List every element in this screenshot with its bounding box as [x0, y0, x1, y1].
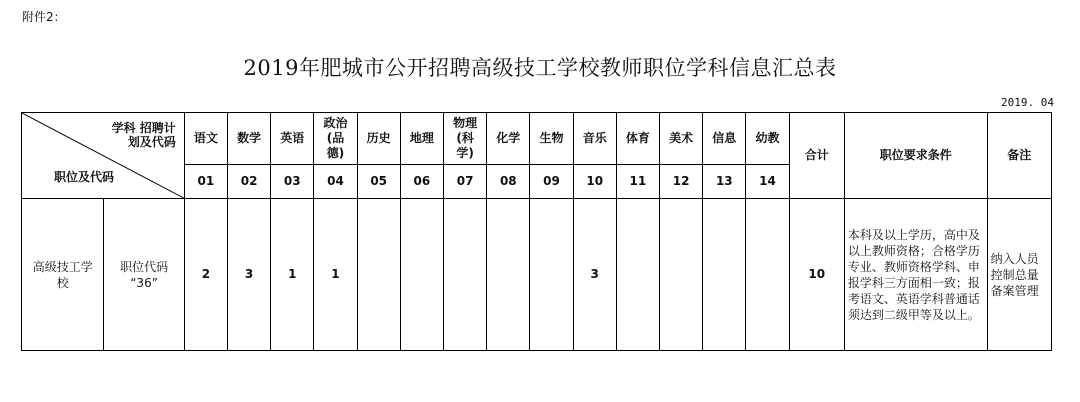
subject-code: 08 — [487, 165, 530, 199]
recruitment-table — [21, 112, 1052, 351]
subject-code: 03 — [271, 165, 314, 199]
count-cell: 2 — [184, 199, 227, 351]
table-row — [22, 199, 1052, 351]
count-cell — [487, 199, 530, 351]
count-cell — [530, 199, 573, 351]
subject-code: 13 — [703, 165, 746, 199]
subject-header-11: 体育 — [616, 113, 659, 165]
remarks-cell: 纳入人员控制总量备案管理 — [987, 199, 1051, 351]
subject-code: 14 — [746, 165, 789, 199]
subject-header-04: 政治 (品 德) — [314, 113, 357, 165]
count-cell — [357, 199, 400, 351]
position-name: 高级技工学 校 — [22, 199, 104, 351]
requirements-header: 职位要求条件 — [844, 113, 987, 199]
count-cell: 3 — [573, 199, 616, 351]
count-cell — [616, 199, 659, 351]
subject-header-13: 信息 — [703, 113, 746, 165]
attachment-label: 附件2： — [22, 10, 66, 24]
count-cell — [400, 199, 443, 351]
subject-header-06: 地理 — [400, 113, 443, 165]
count-cell: 1 — [271, 199, 314, 351]
corner-header-cell — [22, 113, 185, 199]
corner-top-label: 学科 招聘计 划及代码 — [111, 121, 176, 149]
count-cell — [746, 199, 789, 351]
requirements-cell: 本科及以上学历，高中及以上教师资格；合格学历专业、教师资格学科、申报学科三方面相一致；报考语文、英语学科普通话须达到二级甲等及以上。 — [844, 199, 987, 351]
date-label: 2019. 04 — [1001, 96, 1054, 109]
subject-header-08: 化学 — [487, 113, 530, 165]
subject-header-03: 英语 — [271, 113, 314, 165]
subject-header-10: 音乐 — [573, 113, 616, 165]
subject-code: 07 — [443, 165, 486, 199]
subject-code: 11 — [616, 165, 659, 199]
page-title: 2019年肥城市公开招聘高级技工学校教师职位学科信息汇总表 — [243, 56, 837, 80]
count-cell — [660, 199, 703, 351]
subject-code: 04 — [314, 165, 357, 199]
subject-header-05: 历史 — [357, 113, 400, 165]
subject-code: 02 — [227, 165, 270, 199]
subject-header-09: 生物 — [530, 113, 573, 165]
subject-code: 10 — [573, 165, 616, 199]
subject-header-02: 数学 — [227, 113, 270, 165]
remarks-header: 备注 — [987, 113, 1051, 199]
total-cell: 10 — [789, 199, 844, 351]
position-code: 职位代码 “36” — [104, 199, 184, 351]
count-cell — [703, 199, 746, 351]
subject-header-07: 物理 (科 学) — [443, 113, 486, 165]
corner-bottom-label: 职位及代码 — [54, 170, 115, 184]
subject-code: 05 — [357, 165, 400, 199]
subject-header-12: 美术 — [660, 113, 703, 165]
subject-header-14: 幼教 — [746, 113, 789, 165]
subject-code: 12 — [660, 165, 703, 199]
subject-code: 06 — [400, 165, 443, 199]
subject-code: 09 — [530, 165, 573, 199]
header-row-subjects — [22, 113, 1052, 165]
total-header: 合计 — [789, 113, 844, 199]
count-cell: 3 — [227, 199, 270, 351]
subject-code: 01 — [184, 165, 227, 199]
subject-header-01: 语文 — [184, 113, 227, 165]
count-cell — [443, 199, 486, 351]
count-cell: 1 — [314, 199, 357, 351]
